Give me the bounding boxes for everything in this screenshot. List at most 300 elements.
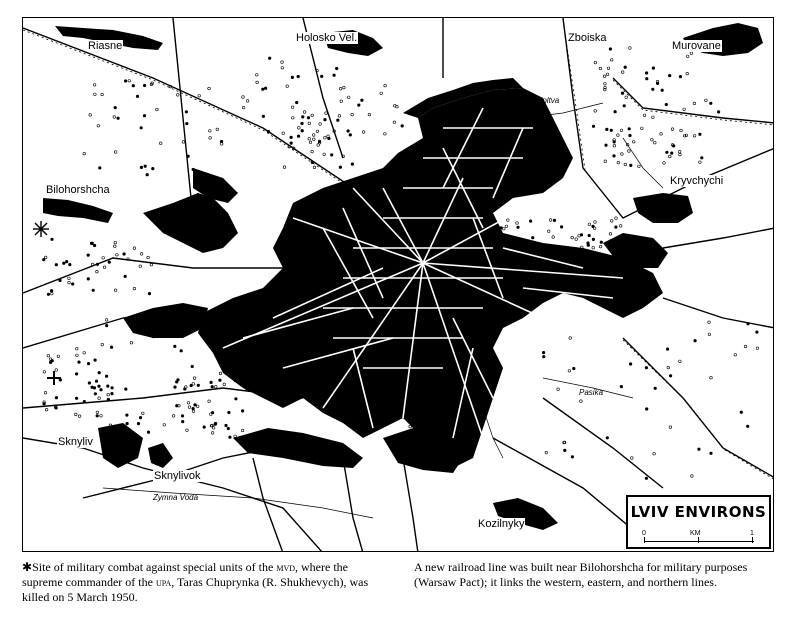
orchard-dot: [694, 339, 697, 342]
orchard-dot: [88, 382, 91, 385]
orchard-dot: [133, 287, 136, 290]
orchard-dot: [101, 93, 104, 96]
orchard-dot: [654, 387, 657, 390]
orchard-dot: [211, 385, 214, 388]
orchard-dot: [347, 130, 350, 133]
orchard-dot: [393, 121, 396, 124]
orchard-dot: [646, 77, 649, 80]
orchard-dot: [117, 117, 120, 120]
orchard-dot: [614, 110, 617, 113]
orchard-dot: [594, 110, 597, 113]
orchard-dot: [333, 74, 336, 77]
orchard-dot: [43, 371, 46, 374]
orchard-dot: [668, 74, 671, 77]
orchard-dot: [87, 278, 90, 281]
orchard-dot: [92, 289, 95, 292]
orchard-dot: [298, 127, 301, 130]
orchard-dot: [610, 220, 613, 223]
orchard-dot: [55, 407, 58, 410]
orchard-dot: [600, 241, 603, 244]
orchard-dot: [569, 337, 572, 340]
orchard-dot: [242, 96, 245, 99]
orchard-dot: [103, 266, 106, 269]
orchard-dot: [678, 150, 681, 153]
orchard-dot: [91, 386, 94, 389]
orchard-dot: [186, 429, 189, 432]
orchard-dot: [599, 67, 602, 70]
orchard-dot: [339, 166, 342, 169]
orchard-dot: [290, 142, 293, 145]
city-built-up-area: [43, 23, 763, 530]
orchard-dot: [578, 235, 581, 238]
orchard-dot: [545, 451, 548, 454]
orchard-dot: [75, 373, 78, 376]
orchard-dot: [211, 411, 214, 414]
orchard-dot: [45, 408, 48, 411]
orchard-dot: [620, 129, 623, 132]
orchard-dot: [301, 129, 304, 132]
orchard-dot: [756, 347, 759, 350]
orchard-dot: [139, 265, 142, 268]
orchard-dot: [187, 402, 190, 405]
scale-label-zero: 0: [642, 530, 646, 537]
orchard-dot: [192, 410, 195, 413]
orchard-dot: [241, 429, 244, 432]
orchard-dot: [76, 354, 79, 357]
orchard-dot: [172, 415, 175, 418]
orchard-dot: [262, 88, 265, 91]
orchard-dot: [606, 437, 609, 440]
orchard-dot: [283, 166, 286, 169]
orchard-dot: [128, 80, 131, 83]
orchard-dot: [147, 431, 150, 434]
orchard-dot: [111, 392, 114, 395]
orchard-dot: [701, 157, 704, 160]
orchard-dot: [651, 138, 654, 141]
orchard-dot: [96, 270, 99, 273]
orchard-dot: [665, 103, 668, 106]
orchard-dot: [185, 111, 188, 114]
orchard-dot: [198, 95, 201, 98]
place-label-sknylivok: Sknylivok: [154, 470, 201, 482]
orchard-dot: [208, 87, 211, 90]
orchard-dot: [643, 114, 646, 117]
orchard-dot: [307, 116, 310, 119]
orchard-dot: [666, 151, 669, 154]
orchard-dot: [55, 396, 58, 399]
orchard-dot: [609, 233, 612, 236]
orchard-dot: [93, 84, 96, 87]
orchard-dot: [708, 333, 711, 336]
orchard-dot: [186, 122, 189, 125]
orchard-dot: [229, 436, 232, 439]
orchard-dot: [604, 83, 607, 86]
orchard-dot: [51, 359, 54, 362]
orchard-dot: [669, 375, 672, 378]
orchard-dot: [125, 388, 128, 391]
orchard-dot: [619, 225, 622, 228]
orchard-dot: [679, 360, 682, 363]
orchard-dot: [656, 82, 659, 85]
orchard-dot: [55, 263, 58, 266]
orchard-dot: [641, 127, 644, 130]
orchard-dot: [679, 153, 682, 156]
orchard-dot: [338, 115, 341, 118]
orchard-dot: [282, 132, 285, 135]
orchard-dot: [517, 226, 520, 229]
orchard-dot: [223, 383, 226, 386]
orchard-dot: [219, 379, 222, 382]
orchard-dot: [380, 92, 383, 95]
orchard-dot: [143, 84, 146, 87]
orchard-dot: [126, 422, 129, 425]
orchard-dot: [286, 85, 289, 88]
orchard-dot: [98, 385, 101, 388]
orchard-dot: [192, 407, 195, 410]
orchard-dot: [710, 376, 713, 379]
orchard-dot: [638, 165, 641, 168]
orchard-dot: [401, 125, 404, 128]
orchard-dot: [351, 163, 354, 166]
orchard-dot: [75, 397, 78, 400]
orchard-dot: [83, 152, 86, 155]
scale-bar: [644, 531, 754, 545]
orchard-dot: [123, 253, 126, 256]
orchard-dot: [105, 324, 108, 327]
orchard-dot: [99, 167, 102, 170]
orchard-dot: [57, 355, 60, 358]
place-label-sknyliv: Sknyliv: [58, 436, 93, 448]
scale-tick: [752, 537, 753, 543]
orchard-dot: [102, 257, 105, 260]
orchard-dot: [680, 129, 683, 132]
orchard-dot: [323, 153, 326, 156]
orchard-dot: [330, 154, 333, 157]
orchard-dot: [142, 412, 145, 415]
orchard-dot: [174, 345, 177, 348]
orchard-dot: [97, 125, 100, 128]
orchard-dot: [303, 111, 306, 114]
orchard-dot: [89, 114, 92, 117]
orchard-dot: [557, 388, 560, 391]
orchard-dot: [210, 381, 213, 384]
orchard-dot: [246, 100, 249, 103]
orchard-dot: [212, 427, 215, 430]
orchard-dot: [516, 222, 519, 225]
orchard-dot: [136, 95, 139, 98]
orchard-dot: [594, 221, 597, 224]
orchard-dot: [87, 254, 90, 257]
orchard-dot: [628, 128, 631, 131]
orchard-dot: [94, 393, 97, 396]
orchard-dot: [623, 105, 626, 108]
orchard-dot: [605, 144, 608, 147]
orchard-dot: [197, 384, 200, 387]
orchard-dot: [147, 256, 150, 259]
orchard-dot: [629, 47, 632, 50]
orchard-dot: [564, 449, 567, 452]
orchard-dot: [76, 347, 79, 350]
orchard-dot: [740, 411, 743, 414]
orchard-dot: [320, 75, 323, 78]
orchard-dot: [196, 405, 199, 408]
orchard-dot: [624, 66, 627, 69]
orchard-dot: [340, 100, 343, 103]
orchard-dot: [629, 134, 632, 137]
orchard-dot: [588, 234, 591, 237]
orchard-dot: [94, 93, 97, 96]
orchard-dot: [587, 244, 590, 247]
place-label-kryvchychi: Kryvchychi: [670, 175, 724, 187]
orchard-dot: [592, 246, 595, 249]
orchard-dot: [606, 73, 609, 76]
stream-label-poltva-south: Poltva: [470, 394, 487, 419]
orchard-dot: [43, 402, 46, 405]
orchard-dot: [312, 134, 315, 137]
orchard-dot: [705, 99, 708, 102]
orchard-dot: [505, 225, 508, 228]
orchard-dot: [337, 119, 340, 122]
orchard-dot: [116, 254, 119, 257]
orchard-dot: [152, 167, 155, 170]
orchard-dot: [693, 102, 696, 105]
orchard-dot: [645, 477, 648, 480]
orchard-dot: [98, 397, 101, 400]
orchard-dot: [126, 414, 129, 417]
orchard-dot: [645, 72, 648, 75]
orchard-dot: [150, 263, 153, 266]
orchard-dot: [256, 81, 259, 84]
orchard-dot: [144, 165, 147, 168]
orchard-dot: [308, 122, 311, 125]
orchard-dot: [209, 137, 212, 140]
combat-site-marker: [33, 221, 49, 237]
orchard-dot: [632, 141, 635, 144]
orchard-dot: [137, 422, 140, 425]
place-label-kozilnyky: Kozilnyky: [478, 518, 525, 530]
orchard-dot: [132, 84, 135, 87]
orchard-dot: [549, 219, 552, 222]
orchard-dot: [55, 369, 58, 372]
orchard-dot: [291, 76, 294, 79]
orchard-dot: [175, 381, 178, 384]
airfield-marker: [47, 371, 61, 385]
orchard-dot: [68, 277, 71, 280]
orchard-dot: [107, 393, 110, 396]
orchard-dot: [588, 223, 591, 226]
orchard-dot: [211, 432, 214, 435]
orchard-dot: [339, 87, 342, 90]
orchard-dot: [710, 452, 713, 455]
orchard-dot: [621, 153, 624, 156]
orchard-dot: [606, 128, 609, 131]
orchard-dot: [140, 127, 143, 130]
orchard-dot: [503, 228, 506, 231]
orchard-dot: [580, 400, 583, 403]
orchard-dot: [560, 226, 563, 229]
orchard-dot: [613, 144, 616, 147]
scale-label-one: 1: [750, 530, 754, 537]
orchard-dot: [652, 88, 655, 91]
orchard-dot: [107, 385, 110, 388]
map-title: LVIV ENVIRONS: [630, 503, 767, 521]
orchard-dot: [698, 448, 701, 451]
orchard-dot: [90, 242, 93, 245]
orchard-dot: [78, 361, 81, 364]
orchard-dot: [264, 87, 267, 90]
orchard-dot: [182, 141, 185, 144]
orchard-dot: [683, 108, 686, 111]
orchard-dot: [628, 150, 631, 153]
orchard-dot: [297, 75, 300, 78]
orchard-dot: [262, 115, 265, 118]
orchard-dot: [268, 57, 271, 60]
orchard-dot: [621, 92, 624, 95]
orchard-dot: [645, 366, 648, 369]
orchard-dot: [756, 331, 759, 334]
orchard-dot: [660, 133, 663, 136]
orchard-dot: [63, 262, 66, 265]
orchard-dot: [225, 424, 228, 427]
orchard-dot: [219, 372, 222, 375]
orchard-dot: [671, 128, 674, 131]
orchard-dot: [529, 220, 532, 223]
orchard-dot: [324, 136, 327, 139]
orchard-dot: [95, 380, 98, 383]
orchard-dot: [324, 118, 327, 121]
orchard-dot: [143, 114, 146, 117]
orchard-dot: [746, 425, 749, 428]
orchard-dot: [347, 96, 350, 99]
orchard-dot: [214, 423, 217, 426]
orchard-dot: [51, 292, 54, 295]
orchard-dot: [325, 112, 328, 115]
orchard-dot: [124, 80, 127, 83]
orchard-dot: [599, 245, 602, 248]
place-label-murovane: Murovane: [672, 40, 721, 52]
map-title-box: [626, 495, 771, 549]
orchard-dot: [384, 84, 387, 87]
orchard-dot: [327, 135, 330, 138]
orchard-dot: [163, 424, 166, 427]
orchard-dot: [87, 362, 90, 365]
orchard-dot: [610, 129, 613, 132]
orchard-dot: [553, 219, 556, 222]
orchard-dot: [543, 355, 546, 358]
orchard-dot: [50, 289, 53, 292]
orchard-dot: [699, 133, 702, 136]
orchard-dot: [100, 388, 103, 391]
orchard-dot: [666, 348, 669, 351]
orchard-dot: [114, 289, 117, 292]
orchard-dot: [652, 67, 655, 70]
orchard-dot: [301, 122, 304, 125]
orchard-dot: [78, 415, 81, 418]
orchard-dot: [594, 61, 597, 64]
orchard-dot: [615, 217, 618, 220]
orchard-dot: [177, 94, 180, 97]
place-label-zboiska: Zboiska: [568, 32, 607, 44]
orchard-dot: [311, 114, 314, 117]
orchard-dot: [75, 413, 78, 416]
orchard-dot: [313, 138, 316, 141]
combat-site-symbol: ✱: [22, 560, 33, 574]
orchard-dot: [693, 135, 696, 138]
orchard-dot: [309, 141, 312, 144]
orchard-dot: [717, 111, 720, 114]
orchard-dot: [592, 225, 595, 228]
map-drawing: [23, 18, 774, 552]
orchard-dot: [316, 130, 319, 133]
orchard-dot: [631, 457, 634, 460]
orchard-dot: [609, 48, 612, 51]
orchard-dot: [241, 410, 244, 413]
orchard-dot: [568, 370, 571, 373]
orchard-dot: [308, 137, 311, 140]
orchard-dot: [552, 236, 555, 239]
orchard-dot: [110, 346, 113, 349]
orchard-dot: [686, 55, 689, 58]
orchard-dot: [181, 415, 184, 418]
orchard-dot: [744, 345, 747, 348]
orchard-dot: [281, 61, 284, 64]
orchard-dot: [368, 113, 371, 116]
orchard-dot: [44, 256, 47, 259]
orchard-dot: [68, 281, 71, 284]
orchard-dot: [47, 354, 50, 357]
orchard-dot: [670, 152, 673, 155]
orchard-dot: [690, 52, 693, 55]
orchard-dot: [343, 86, 346, 89]
orchard-dot: [114, 241, 117, 244]
orchard-dot: [83, 352, 86, 355]
orchard-dot: [156, 108, 159, 111]
orchard-dot: [184, 388, 187, 391]
orchard-dot: [290, 136, 293, 139]
map: [22, 17, 774, 552]
scale-line: [644, 541, 754, 542]
orchard-dot: [227, 427, 230, 430]
orchard-dot: [613, 141, 616, 144]
place-label-bilohorshcha: Bilohorshcha: [46, 184, 110, 196]
orchard-dot: [215, 385, 218, 388]
orchard-dot: [620, 385, 623, 388]
orchard-dot: [679, 75, 682, 78]
orchard-dot: [114, 151, 117, 154]
orchard-dot: [208, 400, 211, 403]
orchard-dot: [592, 238, 595, 241]
orchard-dot: [108, 261, 111, 264]
orchard-dot: [297, 135, 300, 138]
orchard-dot: [69, 263, 72, 266]
orchard-dot: [194, 404, 197, 407]
orchard-dot: [188, 406, 191, 409]
orchard-dot: [384, 133, 387, 136]
orchard-dot: [98, 371, 101, 374]
orchard-dot: [311, 150, 314, 153]
orchard-dot: [235, 398, 238, 401]
orchard-dot: [507, 219, 510, 222]
orchard-dot: [691, 475, 694, 478]
orchard-dot: [140, 166, 143, 169]
orchard-dot: [669, 426, 672, 429]
orchard-dot: [358, 104, 361, 107]
orchard-dot: [44, 391, 47, 394]
orchard-dot: [148, 292, 151, 295]
orchard-dot: [313, 166, 316, 169]
orchard-dot: [203, 426, 206, 429]
orchard-dot: [610, 59, 613, 62]
